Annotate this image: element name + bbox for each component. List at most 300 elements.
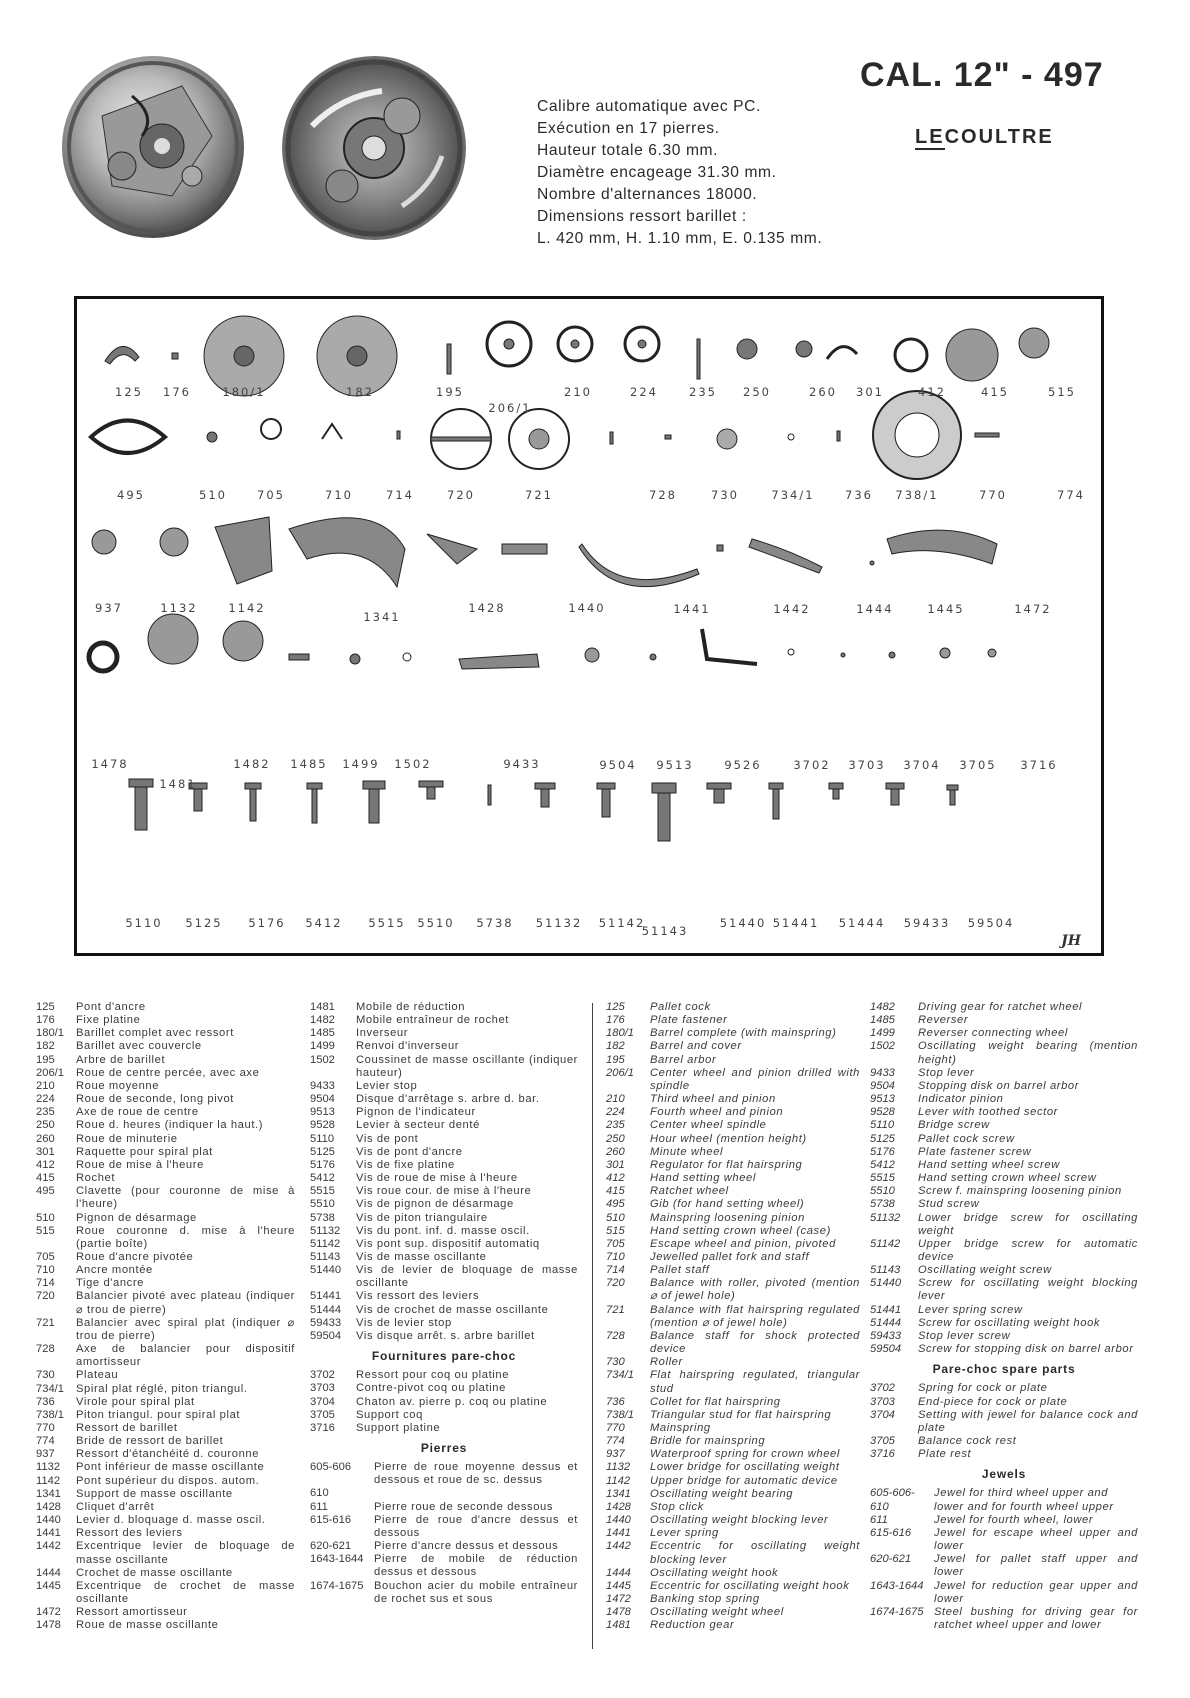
part-description: Vis de crochet de masse oscillante — [356, 1303, 549, 1316]
parts-list-row — [36, 1172, 295, 1185]
parts-list-row — [606, 1277, 860, 1303]
part-description: Flat hairspring regulated, triangular stud — [650, 1369, 860, 1395]
parts-list-row — [606, 1054, 860, 1067]
part-number: 721 — [36, 1316, 55, 1329]
part-description: Stop click — [650, 1500, 704, 1513]
part-number: 1502 — [310, 1053, 335, 1066]
part-description: Reverser — [918, 1014, 969, 1027]
part-number: 611 — [310, 1500, 328, 1513]
part-description: Screw for oscillating weight blocking lever — [918, 1277, 1138, 1303]
part-description: Jewel for reduction gear upper and lower — [934, 1579, 1138, 1605]
parts-list-row — [310, 1212, 578, 1225]
part-description: Jewel for pallet staff upper and lower — [934, 1553, 1138, 1579]
part-label: 3716 — [1020, 758, 1058, 772]
part-number: 1674-1675 — [870, 1605, 924, 1618]
parts-list-row — [310, 1514, 578, 1540]
parts-list-row — [606, 1238, 860, 1251]
engraver-monogram: JH — [1061, 933, 1081, 949]
parts-list-row — [870, 1409, 1138, 1435]
part-label: 5125 — [185, 916, 223, 930]
part-description: Pierre de roue d'ancre dessus et dessous — [374, 1513, 578, 1539]
part-description: Vis de pont d'ancre — [356, 1145, 463, 1158]
part-description: Barillet complet avec ressort — [76, 1027, 234, 1040]
part-label: 734/1 — [771, 488, 815, 502]
part-number: 260 — [36, 1132, 55, 1145]
parts-list-row — [606, 1593, 860, 1606]
part-number: 9433 — [870, 1066, 895, 1079]
parts-list-row — [310, 1080, 578, 1093]
part-number: 5738 — [310, 1211, 335, 1224]
parts-list-row — [870, 1448, 1138, 1461]
parts-list-row — [310, 1264, 578, 1290]
part-number: 51142 — [310, 1237, 341, 1250]
part-description: Driving gear for ratchet wheel — [918, 1001, 1083, 1013]
brand-logo-prefix: LE — [915, 126, 945, 148]
part-description: Upper bridge screw for automatic device — [918, 1237, 1138, 1263]
parts-list-row — [870, 1435, 1138, 1448]
part-number: 51444 — [310, 1303, 342, 1316]
part-description: Hand setting crown wheel screw — [918, 1172, 1097, 1185]
part-label: 714 — [386, 488, 414, 502]
parts-list-row — [870, 1330, 1138, 1343]
part-label: 3704 — [903, 758, 941, 772]
part-label: 224 — [630, 385, 658, 399]
parts-list-row — [310, 1001, 578, 1014]
part-description: Roue de masse oscillante — [76, 1619, 219, 1632]
part-description: Balance with flat hairspring regulated (mention ⌀ of jewel hole) — [650, 1303, 860, 1329]
parts-list-row — [310, 1369, 578, 1382]
parts-list-row — [310, 1027, 578, 1040]
part-number: 1499 — [310, 1040, 335, 1053]
parts-list-row — [606, 1448, 860, 1461]
parts-list-row — [870, 1198, 1138, 1211]
part-number: 3705 — [310, 1408, 335, 1421]
parts-list-row — [310, 1014, 578, 1027]
part-description: Oscillating weight screw — [918, 1264, 1052, 1277]
parts-list-row — [310, 1093, 578, 1106]
parts-list-row — [870, 1553, 1138, 1579]
part-number: 705 — [606, 1237, 625, 1250]
part-description: Pallet cock screw — [918, 1132, 1015, 1145]
parts-list-row — [606, 1027, 860, 1040]
part-label: 59504 — [967, 916, 1015, 930]
part-label: 770 — [979, 488, 1007, 502]
part-label: 9526 — [724, 758, 762, 772]
part-number: 710 — [606, 1250, 625, 1263]
part-description: Plateau — [76, 1369, 119, 1382]
column-divider — [592, 1003, 593, 1649]
parts-list-row — [606, 1580, 860, 1593]
part-description: Lower bridge for oscillating weight — [650, 1461, 840, 1474]
part-number: 195 — [606, 1053, 625, 1066]
part-label: 195 — [436, 385, 464, 399]
part-label: 51132 — [535, 916, 583, 930]
part-number: 738/1 — [36, 1408, 64, 1421]
part-description: Ressort d'étanchéité d. couronne — [76, 1448, 260, 1461]
movement-photo-dial-side — [62, 56, 244, 238]
part-label: 720 — [447, 488, 475, 502]
part-number: 9513 — [310, 1106, 335, 1119]
part-description: Pierre roue de seconde dessous — [374, 1500, 554, 1513]
parts-list-row — [36, 1212, 295, 1225]
part-description: Arbre de barillet — [76, 1053, 166, 1066]
part-number: 1482 — [870, 1001, 895, 1013]
part-description: Pont supérieur du dispos. autom. — [76, 1474, 260, 1487]
part-number: 1478 — [36, 1619, 61, 1632]
part-description: Vis disque arrêt. s. arbre barillet — [356, 1329, 535, 1342]
part-label: 730 — [711, 488, 739, 502]
parts-list-row — [606, 1146, 860, 1159]
parts-list-row — [310, 1119, 578, 1132]
parts-list-row — [310, 1106, 578, 1119]
parts-list-row — [36, 1448, 295, 1461]
parts-list-row — [310, 1198, 578, 1211]
part-number: 51143 — [870, 1264, 901, 1277]
part-number: 9433 — [310, 1079, 335, 1092]
part-label: 250 — [743, 385, 771, 399]
part-description: Vis de roue de mise à l'heure — [356, 1172, 518, 1185]
parts-list-row — [36, 1106, 295, 1119]
parts-list-row — [36, 1435, 295, 1448]
part-number: 250 — [36, 1119, 55, 1132]
part-label: 1440 — [568, 601, 606, 615]
part-number: 3704 — [870, 1408, 895, 1421]
parts-list-row — [606, 1330, 860, 1356]
part-description: Roue de mise à l'heure — [76, 1158, 204, 1171]
part-description: Jewel for fourth wheel, lower — [934, 1513, 1094, 1526]
part-description: Pignon de désarmage — [76, 1211, 197, 1224]
part-description: Vis roue cour. de mise à l'heure — [356, 1185, 532, 1198]
part-description: Roue moyenne — [76, 1079, 160, 1092]
parts-list-row — [36, 1001, 295, 1014]
part-description: Hand setting wheel — [650, 1172, 756, 1185]
part-description: Cliquet d'arrêt — [76, 1500, 155, 1513]
parts-list-row — [36, 1383, 295, 1396]
parts-list-row — [310, 1251, 578, 1264]
parts-list-row — [310, 1422, 578, 1435]
part-description: Center wheel and pinion drilled with spindle — [650, 1066, 860, 1092]
part-description: Stop lever — [918, 1066, 975, 1079]
parts-list-row — [606, 1567, 860, 1580]
part-description: Bouchon acier du mobile entraîneur de rochet sus et sous — [374, 1579, 578, 1605]
part-number: 235 — [606, 1119, 625, 1132]
part-number: 1440 — [606, 1514, 631, 1527]
part-number: 620-621 — [870, 1553, 912, 1566]
part-description: Clavette (pour couronne de mise à l'heure) — [76, 1185, 295, 1211]
part-description: Stop lever screw — [918, 1329, 1011, 1342]
part-number: 1485 — [310, 1027, 335, 1040]
part-number: 615-616 — [310, 1513, 352, 1526]
part-label: 182 — [346, 385, 374, 399]
part-description: Roue de centre percée, avec axe — [76, 1066, 260, 1079]
brand-logo-name: COULTRE — [944, 126, 1054, 148]
parts-list-row — [606, 1435, 860, 1448]
parts-list-row — [310, 1317, 578, 1330]
parts-list-row — [36, 1580, 295, 1606]
part-number: 1341 — [36, 1487, 61, 1500]
part-number: 495 — [606, 1198, 625, 1211]
parts-list-row — [606, 1198, 860, 1211]
part-number: 224 — [36, 1093, 55, 1106]
part-number: 5110 — [870, 1119, 895, 1132]
part-description: Lever spring screw — [918, 1303, 1023, 1316]
part-number: 1132 — [36, 1461, 61, 1474]
caliber-specs — [537, 96, 822, 250]
part-description: Reverser connecting wheel — [918, 1027, 1068, 1040]
part-description: Pont d'ancre — [76, 1001, 146, 1013]
part-number: 301 — [606, 1158, 625, 1171]
part-label: 3702 — [793, 758, 831, 772]
part-description: Levier d. bloquage d. masse oscil. — [76, 1514, 266, 1527]
part-label: 5510 — [417, 916, 455, 930]
parts-list-row — [606, 1172, 860, 1185]
part-number: 1428 — [606, 1500, 631, 1513]
part-number: 9504 — [870, 1079, 895, 1092]
parts-list-row — [310, 1409, 578, 1422]
part-description: Crochet de masse oscillante — [76, 1566, 233, 1579]
part-description: Roller — [650, 1356, 683, 1369]
part-number: 125 — [606, 1001, 625, 1013]
part-description: Mainspring — [650, 1422, 711, 1434]
parts-list-row — [870, 1382, 1138, 1395]
parts-list-row — [606, 1514, 860, 1527]
part-description: Inverseur — [356, 1027, 409, 1040]
part-description: Roue d. heures (indiquer la haut.) — [76, 1119, 264, 1132]
part-description: Third wheel and pinion — [650, 1093, 776, 1106]
parts-list-row — [870, 1040, 1138, 1066]
parts-list-row — [606, 1159, 860, 1172]
part-description: Banking stop spring — [650, 1593, 760, 1606]
part-number: 1502 — [870, 1040, 895, 1053]
part-number: 728 — [36, 1343, 55, 1356]
part-label: 510 — [199, 488, 227, 502]
parts-list-row — [606, 1369, 860, 1395]
part-number: 611 — [870, 1513, 888, 1526]
parts-list-row — [36, 1422, 295, 1435]
part-description: Levier stop — [356, 1079, 418, 1092]
part-number: 5510 — [310, 1198, 335, 1211]
part-label: 1502 — [394, 757, 432, 771]
part-description: Plate fastener — [650, 1014, 728, 1027]
parts-list-row — [310, 1540, 578, 1553]
spec-line: Hauteur totale 6.30 mm. — [537, 142, 719, 159]
part-description: Oscillating weight blocking lever — [650, 1514, 829, 1527]
part-description: Balancier pivoté avec plateau (indiquer ⌀ trou de pierre) — [76, 1290, 295, 1316]
part-number: 736 — [606, 1395, 625, 1408]
part-description: Jewel for escape wheel upper and lower — [934, 1526, 1138, 1553]
part-number: 1441 — [36, 1527, 61, 1540]
part-number: 3716 — [870, 1448, 895, 1461]
part-number: 1444 — [36, 1566, 61, 1579]
part-description: Pierre de roue moyenne dessus et dessous et roue de sc. dessus — [374, 1461, 578, 1487]
part-description: Pignon de l'indicateur — [356, 1106, 476, 1119]
part-description: Jewel for third wheel upper and — [934, 1487, 1109, 1500]
part-description: Lever with toothed sector — [918, 1106, 1058, 1119]
section-heading: Pare-choc spare parts — [932, 1362, 1076, 1377]
part-number: 180/1 — [36, 1027, 64, 1040]
part-description: Setting with jewel for balance cock and plate — [918, 1408, 1138, 1434]
part-description: Roue de minuterie — [76, 1132, 178, 1145]
parts-list-row — [870, 1027, 1138, 1040]
part-description: Screw for stopping disk on barrel arbor — [918, 1343, 1134, 1356]
parts-list-row — [870, 1606, 1138, 1632]
parts-list-row — [36, 1527, 295, 1540]
part-description: Vis de masse oscillante — [356, 1250, 487, 1263]
part-label: 51440 — [719, 916, 767, 930]
part-label: 59433 — [903, 916, 951, 930]
parts-list-row — [36, 1514, 295, 1527]
part-number: 3704 — [310, 1395, 335, 1408]
part-number: 705 — [36, 1250, 55, 1263]
part-description: Vis du pont. inf. d. masse oscil. — [356, 1224, 530, 1237]
part-description: Center wheel spindle — [650, 1119, 767, 1132]
parts-list-row — [870, 1001, 1138, 1014]
parts-list-row — [36, 1159, 295, 1172]
part-number: 1441 — [606, 1527, 631, 1540]
parts-list-row — [36, 1606, 295, 1619]
part-number: 51444 — [870, 1316, 902, 1329]
part-description: Balancier avec spiral plat (indiquer ⌀ trou de pierre) — [76, 1316, 295, 1342]
part-description: Coussinet de masse oscillante (indiquer hauteur) — [356, 1053, 578, 1079]
parts-list-row — [870, 1277, 1138, 1303]
part-number: 415 — [606, 1185, 625, 1198]
part-label: 206/1 — [488, 401, 532, 415]
part-number: 1481 — [606, 1619, 631, 1632]
part-number: 51132 — [310, 1224, 341, 1237]
spec-line: Diamètre encageage 31.30 mm. — [537, 164, 777, 181]
parts-list-row — [36, 1264, 295, 1277]
parts-list-row — [606, 1619, 860, 1632]
part-number: 710 — [36, 1264, 55, 1277]
part-description: Axe de roue de centre — [76, 1106, 199, 1119]
part-description: Ancre montée — [76, 1264, 153, 1277]
part-description: Vis de fixe platine — [356, 1158, 455, 1171]
part-label: 710 — [325, 488, 353, 502]
part-label: 738/1 — [895, 488, 939, 502]
part-number: 937 — [36, 1448, 55, 1461]
part-number: 495 — [36, 1185, 55, 1198]
part-number: 734/1 — [36, 1382, 64, 1395]
parts-list-row — [606, 1106, 860, 1119]
part-number: 1643-1644 — [310, 1553, 364, 1566]
parts-list-row — [870, 1119, 1138, 1132]
spec-line: L. 420 mm, H. 1.10 mm, E. 0.135 mm. — [537, 230, 823, 247]
part-description: Contre-pivot coq ou platine — [356, 1382, 506, 1395]
part-number: 730 — [36, 1369, 55, 1382]
parts-list-row — [606, 1540, 860, 1566]
part-number: 59433 — [310, 1316, 342, 1329]
part-number: 301 — [36, 1145, 55, 1158]
part-description: Vis de pignon de désarmage — [356, 1198, 514, 1211]
parts-list-row — [310, 1461, 578, 1487]
part-description: Vis de pont — [356, 1132, 419, 1145]
part-label: 1341 — [363, 610, 401, 624]
parts-list-row — [870, 1343, 1138, 1356]
part-label: 415 — [981, 385, 1009, 399]
caliber-title: CAL. 12" - 497 — [860, 56, 1104, 94]
parts-list-row — [870, 1212, 1138, 1238]
part-label: 5176 — [248, 916, 286, 930]
parts-list-row — [36, 1461, 295, 1474]
part-number: 1445 — [606, 1579, 631, 1592]
parts-list-row — [310, 1238, 578, 1251]
part-label: 51142 — [598, 916, 646, 930]
part-number: 5515 — [310, 1185, 335, 1198]
part-number: 51441 — [870, 1303, 902, 1316]
part-description: Bridge screw — [918, 1119, 990, 1132]
part-number: 728 — [606, 1329, 625, 1342]
part-number: 774 — [606, 1435, 625, 1448]
part-label: 9504 — [599, 758, 637, 772]
parts-list-row — [606, 1212, 860, 1225]
parts-list-row — [36, 1488, 295, 1501]
parts-list-row — [36, 1146, 295, 1159]
part-label: 260 — [809, 385, 837, 399]
part-description: Minute wheel — [650, 1145, 724, 1158]
parts-list-row — [870, 1080, 1138, 1093]
part-label: 1444 — [856, 602, 894, 616]
part-label: 728 — [649, 488, 677, 502]
part-number: 9528 — [310, 1119, 335, 1132]
part-number: 3716 — [310, 1421, 335, 1434]
part-description: Tige d'ancre — [76, 1277, 144, 1290]
part-number: 3702 — [870, 1382, 895, 1395]
part-description: Barrel complete (with mainspring) — [650, 1027, 837, 1040]
parts-list-row — [36, 1567, 295, 1580]
part-description: Disque d'arrêtage s. arbre d. bar. — [356, 1093, 540, 1106]
part-label: 1445 — [927, 602, 965, 616]
part-description: Eccentric for oscillating weight hook — [650, 1579, 850, 1592]
parts-list-row — [870, 1067, 1138, 1080]
parts-list-row — [310, 1146, 578, 1159]
part-number: 721 — [606, 1303, 625, 1316]
parts-list-row — [606, 1356, 860, 1369]
part-number: 51440 — [870, 1277, 902, 1290]
part-description: Vis pont sup. dispositif automatiq — [356, 1237, 540, 1250]
parts-list-row — [36, 1093, 295, 1106]
brand-logo — [915, 126, 1054, 149]
parts-list-row — [870, 1014, 1138, 1027]
part-number: 51143 — [310, 1250, 341, 1263]
parts-list-row — [870, 1396, 1138, 1409]
part-label: 705 — [257, 488, 285, 502]
part-description: Pierre d'ancre dessus et dessous — [374, 1540, 559, 1553]
parts-list-row — [606, 1409, 860, 1422]
part-number: 5515 — [870, 1172, 895, 1185]
part-number: 224 — [606, 1106, 625, 1119]
part-description: Hand setting crown wheel (case) — [650, 1224, 831, 1237]
part-number: 1478 — [606, 1606, 631, 1619]
part-number: 412 — [606, 1172, 625, 1185]
part-description: Oscillating weight wheel — [650, 1606, 784, 1619]
part-label: 1478 — [91, 757, 129, 771]
parts-list-row — [36, 1027, 295, 1040]
parts-list-row — [310, 1054, 578, 1080]
parts-list-row — [310, 1304, 578, 1317]
parts-plate — [74, 296, 1104, 956]
parts-list-row — [606, 1527, 860, 1540]
part-description: Roue de seconde, long pivot — [76, 1093, 235, 1106]
parts-list-row — [606, 1488, 860, 1501]
parts-list-row — [606, 1040, 860, 1053]
part-number: 5510 — [870, 1185, 895, 1198]
parts-list-row — [310, 1040, 578, 1053]
part-description: Stud screw — [918, 1198, 980, 1211]
part-description: Regulator for flat hairspring — [650, 1158, 803, 1171]
part-description: Triangular stud for flat hairspring — [650, 1408, 832, 1421]
part-number: 206/1 — [606, 1066, 634, 1079]
part-description: Support platine — [356, 1421, 441, 1434]
